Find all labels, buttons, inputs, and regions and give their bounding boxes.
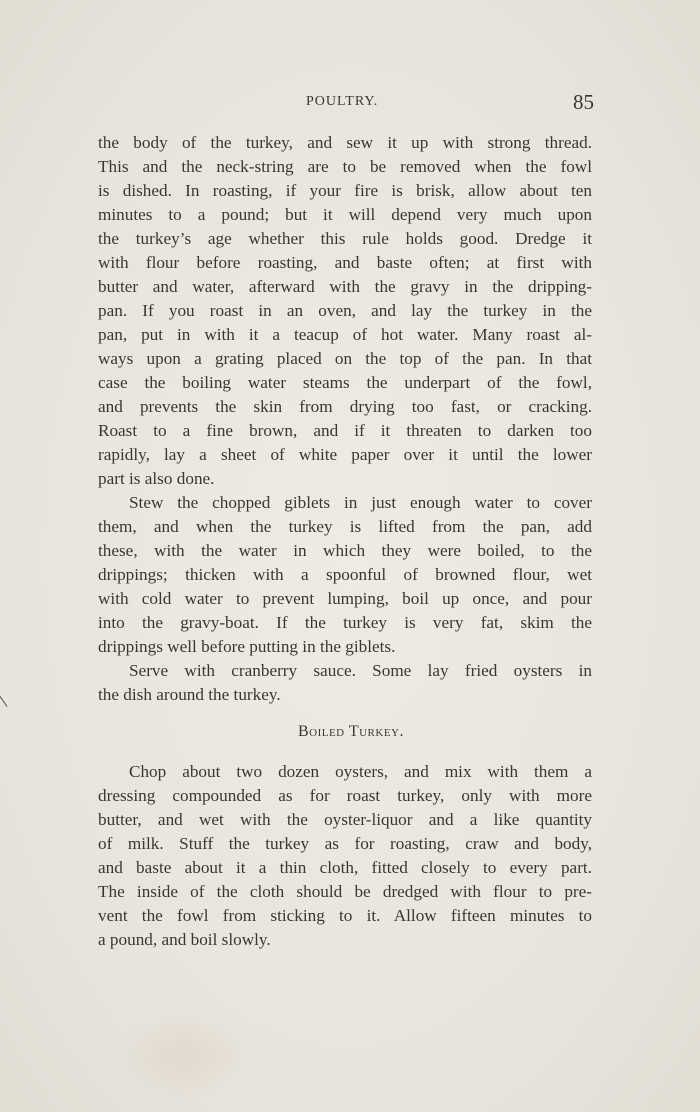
text-line: case the boiling water steams the underpart of the fowl, — [98, 373, 592, 392]
text-line: with flour before roasting, and baste often; at first with — [98, 253, 592, 272]
recipe-heading: Boiled Turkey. — [297, 723, 405, 740]
text-line: drippings; thicken with a spoonful of browned flour, wet — [98, 565, 592, 584]
text-line: Stew the chopped giblets in just enough water to cover — [129, 493, 592, 512]
margin-mark — [0, 693, 7, 707]
text-line: of milk. Stuff the turkey as for roasting, craw and body, — [98, 834, 592, 853]
text-line: and baste about it a thin cloth, fitted closely to every part. — [98, 858, 592, 877]
text-line: The inside of the cloth should be dredged with flour to pre- — [98, 882, 592, 901]
text-line: the dish around the turkey. — [98, 685, 281, 704]
text-line: minutes to a pound; but it will depend very much upon — [98, 205, 592, 224]
text-line: the turkey’s age whether this rule holds good. Dredge it — [98, 229, 592, 248]
text-line: with cold water to prevent lumping, boil up once, and pour — [98, 589, 592, 608]
text-line: into the gravy-boat. If the turkey is very fat, skim the — [98, 613, 592, 632]
text-line: This and the neck-string are to be removed when the fowl — [98, 157, 592, 176]
running-head — [0, 90, 700, 118]
text-line: Chop about two dozen oysters, and mix with them a — [129, 762, 592, 781]
text-line: pan, put in with it a teacup of hot water. Many roast al- — [98, 325, 592, 344]
paper-stain — [120, 1010, 250, 1100]
text-line: and prevents the skin from drying too fast, or cracking. — [98, 397, 592, 416]
text-line: butter, and wet with the oyster-liquor and a like quantity — [98, 810, 592, 829]
text-line: ways upon a grating placed on the top of the pan. In that — [98, 349, 592, 368]
text-line: the body of the turkey, and sew it up with strong thread. — [98, 133, 592, 152]
text-line: part is also done. — [98, 469, 215, 488]
text-line: these, with the water in which they were boiled, to the — [98, 541, 592, 560]
text-line: rapidly, lay a sheet of white paper over it until the lower — [98, 445, 592, 464]
text-line: Roast to a fine brown, and if it threaten to darken too — [98, 421, 592, 440]
text-line: a pound, and boil slowly. — [98, 930, 271, 949]
body-text — [98, 131, 592, 952]
text-line: is dished. In roasting, if your fire is brisk, allow about ten — [98, 181, 592, 200]
text-line: them, and when the turkey is lifted from the pan, add — [98, 517, 592, 536]
text-line: Serve with cranberry sauce. Some lay fried oysters in — [129, 661, 592, 680]
page-number: 85 — [573, 90, 594, 114]
text-line: dressing compounded as for roast turkey, only with more — [98, 786, 592, 805]
text-line: drippings well before putting in the giblets. — [98, 637, 396, 656]
text-line: butter and water, afterward with the gravy in the dripping- — [98, 277, 592, 296]
section-title: POULTRY. — [306, 94, 379, 109]
text-line: pan. If you roast in an oven, and lay the turkey in the — [98, 301, 592, 320]
text-line: vent the fowl from sticking to it. Allow fifteen minutes to — [98, 906, 592, 925]
